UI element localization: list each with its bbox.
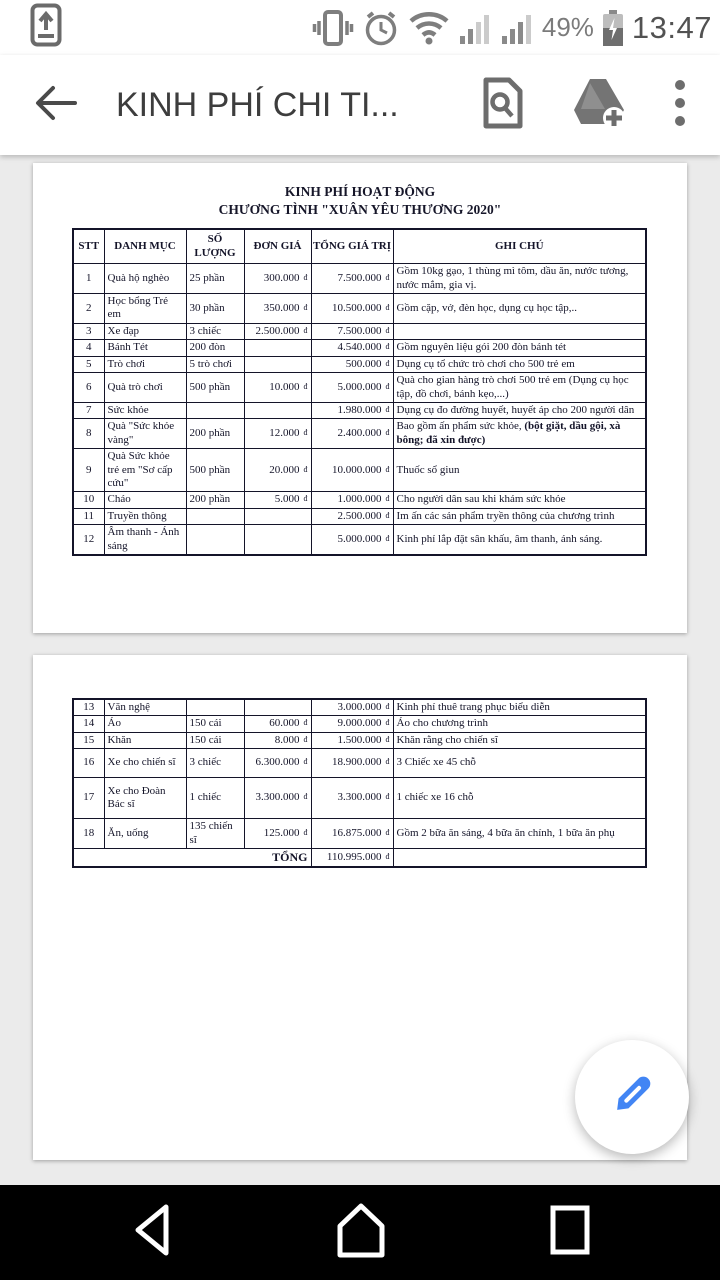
table-row <box>73 356 646 372</box>
cell-don-gia: 8.000 đ <box>244 732 311 748</box>
cell-stt: 15 <box>73 732 104 748</box>
edit-fab[interactable] <box>575 1040 689 1154</box>
table-row <box>73 340 646 356</box>
cell-so-luong <box>186 508 244 524</box>
cell-stt: 4 <box>73 340 104 356</box>
cell-ghi-chu: Gồm 10kg gạo, 1 thùng mì tôm, dầu ăn, nước tương, nước mắm, gia vị. <box>393 264 646 294</box>
cell-danh-muc: Văn nghệ <box>104 699 186 716</box>
cell-tong-gia-tri: 500.000 đ <box>311 356 393 372</box>
cell-stt: 10 <box>73 492 104 508</box>
cell-danh-muc: Cháo <box>104 492 186 508</box>
cell-ghi-chu: Bao gồm ấn phẩm sức khỏe, (bột giặt, dầu gội, xà bông; đã xin được) <box>393 419 646 449</box>
cell-tong-gia-tri: 7.500.000 đ <box>311 323 393 339</box>
cell-so-luong <box>186 699 244 716</box>
nav-home-button[interactable] <box>332 1199 390 1266</box>
cell-ghi-chu: Quà cho gian hàng trò chơi 500 trẻ em (Dụng cụ học tập, đồ chơi, bánh kẹo,...) <box>393 373 646 403</box>
cell-don-gia: 6.300.000 đ <box>244 749 311 777</box>
cell-ghi-chu: Kinh phí thuê trang phục biểu diễn <box>393 699 646 716</box>
total-row <box>73 849 646 867</box>
cell-so-luong: 500 phần <box>186 373 244 403</box>
cell-danh-muc: Quà Sức khỏe trẻ em "Sơ cấp cứu" <box>104 449 186 492</box>
cell-total-value: 110.995.000 đ <box>311 849 393 867</box>
cell-tong-gia-tri: 10.000.000 đ <box>311 449 393 492</box>
cell-don-gia: 20.000 đ <box>244 449 311 492</box>
table-row <box>73 716 646 732</box>
cell-tong-gia-tri: 16.875.000 đ <box>311 819 393 849</box>
cell-ghi-chu: Thuốc sổ giun <box>393 449 646 492</box>
table-row <box>73 777 646 819</box>
cell-so-luong: 150 cái <box>186 732 244 748</box>
cell-so-luong: 135 chiến sĩ <box>186 819 244 849</box>
cell-stt: 18 <box>73 819 104 849</box>
cell-tong-gia-tri: 2.400.000 đ <box>311 419 393 449</box>
cell-danh-muc: Trò chơi <box>104 356 186 372</box>
table-row <box>73 525 646 555</box>
cell-don-gia <box>244 402 311 418</box>
cell-don-gia: 300.000 đ <box>244 264 311 294</box>
wifi-icon <box>408 10 450 46</box>
cell-don-gia: 3.300.000 đ <box>244 777 311 819</box>
overflow-menu-icon <box>674 78 686 133</box>
column-header: SỐ LƯỢNG <box>186 229 244 263</box>
nav-back-icon <box>128 1199 174 1266</box>
cell-total-note <box>393 849 646 867</box>
column-header: TỔNG GIÁ TRỊ <box>311 229 393 263</box>
expense-table-page1 <box>72 228 647 556</box>
cell-total-label: TỔNG <box>73 849 311 867</box>
add-to-drive-icon <box>572 77 628 134</box>
cell-don-gia <box>244 525 311 555</box>
table-row <box>73 402 646 418</box>
cell-so-luong: 150 cái <box>186 716 244 732</box>
table-row <box>73 508 646 524</box>
cell-ghi-chu: Kinh phí lắp đặt sân khấu, âm thanh, ánh sáng. <box>393 525 646 555</box>
column-header: STT <box>73 229 104 263</box>
cell-tong-gia-tri: 4.540.000 đ <box>311 340 393 356</box>
cell-don-gia: 350.000 đ <box>244 294 311 324</box>
search-in-document-button[interactable] <box>480 76 526 135</box>
alarm-clock-icon <box>362 9 400 47</box>
cell-don-gia: 5.000 đ <box>244 492 311 508</box>
cell-stt: 14 <box>73 716 104 732</box>
table-row <box>73 819 646 849</box>
column-header: GHI CHÚ <box>393 229 646 263</box>
table-row <box>73 699 646 716</box>
sheet-title-line2: CHƯƠNG TÌNH "XUÂN YÊU THƯƠNG 2020" <box>218 202 502 218</box>
cell-so-luong <box>186 402 244 418</box>
back-button[interactable] <box>28 77 84 133</box>
cell-stt: 2 <box>73 294 104 324</box>
search-in-document-icon <box>480 76 526 135</box>
cell-danh-muc: Sức khỏe <box>104 402 186 418</box>
cell-danh-muc: Quà hộ nghèo <box>104 264 186 294</box>
column-header: DANH MỤC <box>104 229 186 263</box>
cell-tong-gia-tri: 1.000.000 đ <box>311 492 393 508</box>
document-viewer[interactable] <box>0 155 720 1185</box>
cell-don-gia: 12.000 đ <box>244 419 311 449</box>
cell-so-luong: 200 phần <box>186 492 244 508</box>
document-page-1 <box>33 163 687 633</box>
table-row <box>73 419 646 449</box>
signal-sim1-icon <box>458 10 492 46</box>
cell-tong-gia-tri: 5.000.000 đ <box>311 373 393 403</box>
cell-stt: 1 <box>73 264 104 294</box>
table-row <box>73 492 646 508</box>
cell-danh-muc: Truyền thông <box>104 508 186 524</box>
cell-ghi-chu: Gồm cặp, vở, đèn học, dụng cụ học tập,.. <box>393 294 646 324</box>
cell-ghi-chu: Gồm nguyên liệu gói 200 đòn bánh tét <box>393 340 646 356</box>
cell-don-gia <box>244 340 311 356</box>
cell-so-luong: 200 đòn <box>186 340 244 356</box>
cell-stt: 3 <box>73 323 104 339</box>
table-header-row <box>73 229 646 263</box>
cell-tong-gia-tri: 9.000.000 đ <box>311 716 393 732</box>
cell-don-gia <box>244 699 311 716</box>
cell-ghi-chu: Cho người dân sau khi khám sức khỏe <box>393 492 646 508</box>
cell-don-gia: 10.000 đ <box>244 373 311 403</box>
cell-danh-muc: Ăn, uống <box>104 819 186 849</box>
cell-so-luong: 25 phần <box>186 264 244 294</box>
cell-don-gia <box>244 356 311 372</box>
upload-notification-icon <box>30 3 62 52</box>
cell-so-luong: 200 phần <box>186 419 244 449</box>
cell-stt: 13 <box>73 699 104 716</box>
column-header: ĐƠN GIÁ <box>244 229 311 263</box>
cell-tong-gia-tri: 3.000.000 đ <box>311 699 393 716</box>
cell-stt: 16 <box>73 749 104 777</box>
cell-so-luong: 3 chiếc <box>186 323 244 339</box>
cell-don-gia: 125.000 đ <box>244 819 311 849</box>
cell-ghi-chu: Gồm 2 bữa ăn sáng, 4 bữa ăn chính, 1 bữa ăn phụ <box>393 819 646 849</box>
table-row <box>73 749 646 777</box>
status-bar <box>0 0 720 55</box>
cell-stt: 8 <box>73 419 104 449</box>
cell-ghi-chu: 1 chiếc xe 16 chỗ <box>393 777 646 819</box>
table-row <box>73 732 646 748</box>
cell-tong-gia-tri: 1.500.000 đ <box>311 732 393 748</box>
cell-danh-muc: Xe cho Đoàn Bác sĩ <box>104 777 186 819</box>
cell-tong-gia-tri: 3.300.000 đ <box>311 777 393 819</box>
table-row <box>73 294 646 324</box>
cell-tong-gia-tri: 18.900.000 đ <box>311 749 393 777</box>
expense-table-page2 <box>72 698 647 868</box>
app-bar <box>0 55 720 155</box>
overflow-menu-button[interactable] <box>674 78 686 133</box>
cell-stt: 6 <box>73 373 104 403</box>
cell-so-luong: 30 phần <box>186 294 244 324</box>
sheet-title-line1: KINH PHÍ HOẠT ĐỘNG <box>284 184 436 199</box>
cell-ghi-chu: Dụng cụ đo đường huyết, huyết áp cho 200 người dân <box>393 402 646 418</box>
cell-stt: 17 <box>73 777 104 819</box>
battery-percent: 49% <box>541 12 594 42</box>
cell-don-gia: 2.500.000 đ <box>244 323 311 339</box>
cell-so-luong: 5 trò chơi <box>186 356 244 372</box>
cell-ghi-chu: 3 Chiếc xe 45 chỗ <box>393 749 646 777</box>
cell-ghi-chu: Im ấn các sản phẩm tryền thông của chương trình <box>393 508 646 524</box>
table-row <box>73 449 646 492</box>
cell-danh-muc: Xe đạp <box>104 323 186 339</box>
back-arrow-icon <box>33 83 79 128</box>
cell-don-gia <box>244 508 311 524</box>
document-title: KINH PHÍ CHI TI... <box>116 85 399 124</box>
cell-tong-gia-tri: 1.980.000 đ <box>311 402 393 418</box>
table-row <box>73 323 646 339</box>
nav-recents-button[interactable] <box>548 1199 592 1266</box>
add-to-drive-button[interactable] <box>572 77 628 134</box>
signal-sim2-icon <box>500 10 534 46</box>
cell-tong-gia-tri: 10.500.000 đ <box>311 294 393 324</box>
edit-pencil-icon <box>606 1069 658 1126</box>
cell-ghi-chu: Dụng cụ tổ chức trò chơi cho 500 trẻ em <box>393 356 646 372</box>
nav-back-button[interactable] <box>128 1199 174 1266</box>
battery-charging-icon <box>602 10 624 46</box>
clock-time: 13:47 <box>631 9 712 45</box>
cell-tong-gia-tri: 7.500.000 đ <box>311 264 393 294</box>
cell-danh-muc: Xe cho chiến sĩ <box>104 749 186 777</box>
cell-danh-muc: Âm thanh - Ánh sáng <box>104 525 186 555</box>
cell-danh-muc: Quà trò chơi <box>104 373 186 403</box>
cell-don-gia: 60.000 đ <box>244 716 311 732</box>
cell-so-luong <box>186 525 244 555</box>
cell-danh-muc: Khăn <box>104 732 186 748</box>
cell-danh-muc: Quà "Sức khỏe vàng" <box>104 419 186 449</box>
cell-so-luong: 3 chiếc <box>186 749 244 777</box>
cell-ghi-chu: Khăn rằng cho chiến sĩ <box>393 732 646 748</box>
nav-recents-icon <box>548 1199 592 1266</box>
cell-so-luong: 500 phần <box>186 449 244 492</box>
table-row <box>73 373 646 403</box>
table-row <box>73 264 646 294</box>
vibrate-icon <box>312 9 354 47</box>
cell-danh-muc: Áo <box>104 716 186 732</box>
cell-ghi-chu <box>393 323 646 339</box>
cell-danh-muc: Học bổng Trẻ em <box>104 294 186 324</box>
cell-danh-muc: Bánh Tét <box>104 340 186 356</box>
cell-tong-gia-tri: 5.000.000 đ <box>311 525 393 555</box>
cell-stt: 12 <box>73 525 104 555</box>
cell-stt: 5 <box>73 356 104 372</box>
cell-stt: 11 <box>73 508 104 524</box>
android-nav-bar <box>0 1185 720 1280</box>
cell-stt: 9 <box>73 449 104 492</box>
cell-ghi-chu: Áo cho chương trình <box>393 716 646 732</box>
cell-stt: 7 <box>73 402 104 418</box>
cell-tong-gia-tri: 2.500.000 đ <box>311 508 393 524</box>
cell-so-luong: 1 chiếc <box>186 777 244 819</box>
nav-home-icon <box>332 1199 390 1266</box>
